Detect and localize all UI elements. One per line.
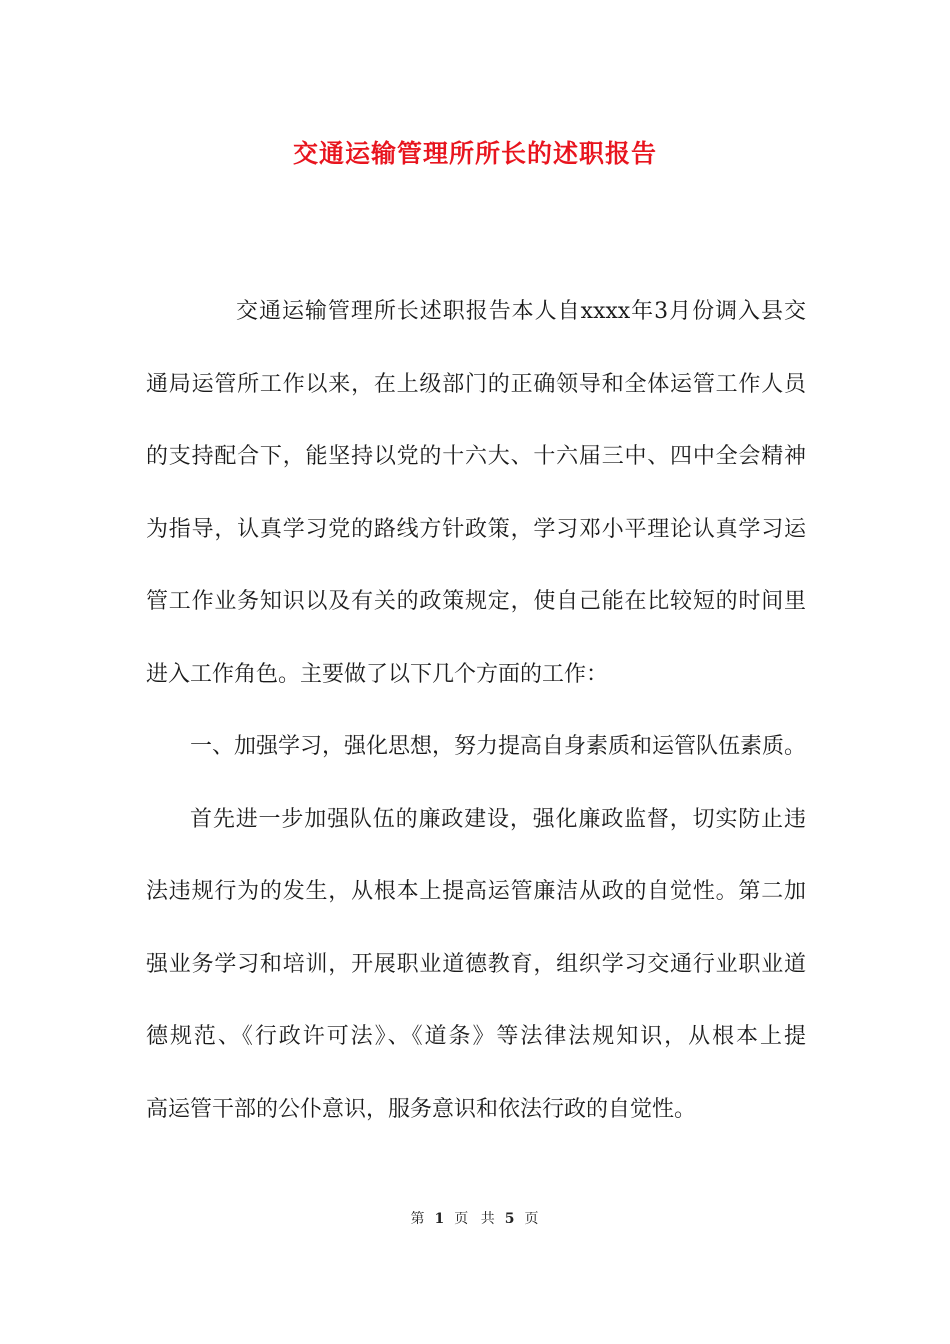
footer-page-word: 页 xyxy=(454,1211,470,1227)
paragraph-line-6: 进入工作角色。主要做了以下几个方面的工作： xyxy=(146,661,609,687)
footer-current-page: 1 xyxy=(434,1211,446,1227)
section-heading-1: 一、加强学习，强化思想，努力提高自身素质和运管队伍素质。 xyxy=(190,734,807,759)
paragraph-line-5: 管工作业务知识以及有关的政策规定，使自己能在比较短的时间里 xyxy=(146,589,806,614)
footer-prefix: 第 xyxy=(410,1211,426,1227)
paragraph-line-1: 交通运输管理所长述职报告本人自xxxx年3月份调入县交 xyxy=(236,299,806,324)
paragraph-line-2: 通局运管所工作以来，在上级部门的正确领导和全体运管工作人员 xyxy=(146,371,806,397)
paragraph-line-12: 高运管干部的公仆意识，服务意识和依法行政的自觉性。 xyxy=(146,1096,697,1122)
document-title: 交通运输管理所所长的述职报告 xyxy=(292,139,657,168)
paragraph-line-10: 强业务学习和培训，开展职业道德教育，组织学习交通行业职业道 xyxy=(146,951,806,977)
paragraph-line-11: 德规范、《行政许可法》、《道条》等法律法规知识，从根本上提 xyxy=(146,1024,806,1049)
paragraph-line-4: 为指导，认真学习党的路线方针政策，学习邓小平理论认真学习运 xyxy=(146,516,806,542)
footer-suffix: 页 xyxy=(524,1211,540,1227)
paragraph-line-3: 的支持配合下，能坚持以党的十六大、十六届三中、四中全会精神 xyxy=(146,444,806,469)
footer-total-word: 共 xyxy=(480,1211,496,1227)
document-body xyxy=(146,276,806,1146)
paragraph-line-8: 首先进一步加强队伍的廉政建设，强化廉政监督，切实防止违 xyxy=(190,806,806,832)
page-footer xyxy=(0,1208,950,1228)
paragraph-line-9: 法违规行为的发生，从根本上提高运管廉洁从政的自觉性。第二加 xyxy=(146,879,806,904)
footer-total-pages: 5 xyxy=(504,1211,516,1227)
